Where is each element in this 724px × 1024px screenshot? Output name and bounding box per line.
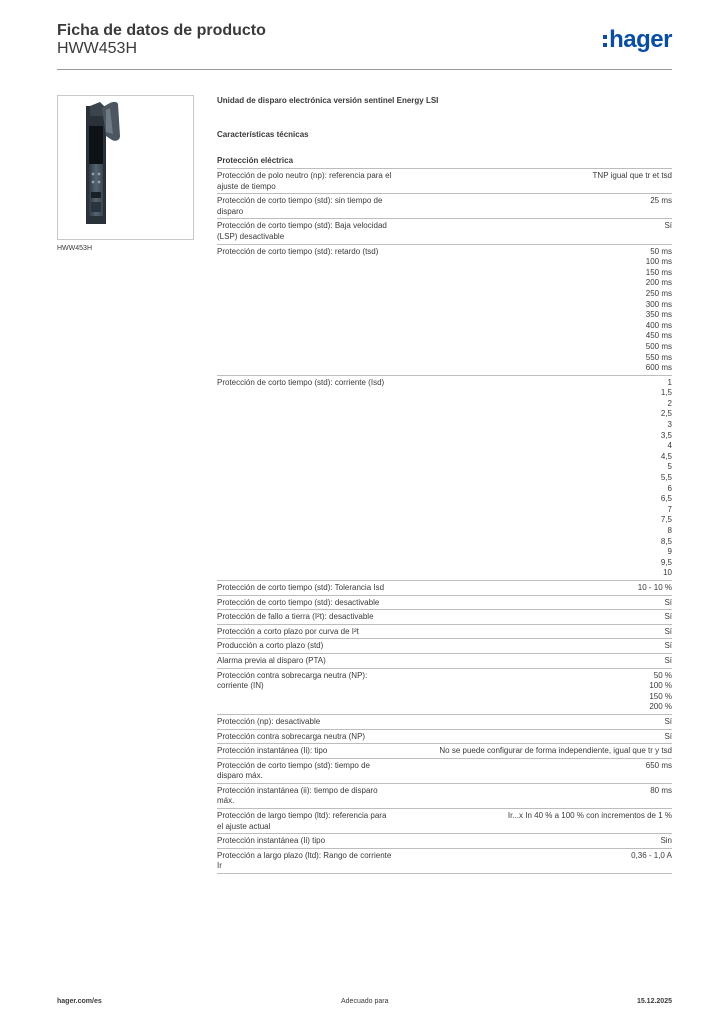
spec-value: 500 ms: [645, 341, 672, 351]
image-caption: HWW453H: [57, 245, 93, 252]
spec-label: Protección (np): desactivable: [217, 716, 321, 726]
spec-values: [593, 171, 672, 192]
spec-value: 2: [667, 398, 672, 408]
spec-value: 8: [667, 526, 672, 535]
spec-row: [217, 833, 672, 848]
spec-value: 0,36 - 1,0 A: [631, 850, 672, 860]
spec-label: Protección de corto tiempo (std): Baja velocidad (LSP) desactivable: [217, 221, 387, 241]
spec-value: 25 ms: [650, 196, 672, 206]
spec-row: [217, 580, 672, 595]
spec-value: 4,5: [660, 451, 672, 461]
spec-value: Sí: [664, 731, 672, 741]
spec-value: 1,5: [660, 388, 672, 398]
spec-label: Protección instantánea (Ii) tipo: [217, 836, 326, 846]
spec-value: 50 ms: [650, 246, 672, 256]
spec-values: [649, 671, 672, 713]
spec-value: 550 ms: [645, 352, 672, 362]
spec-row: [217, 624, 672, 639]
spec-label: Protección a corto plazo por curva de I²t: [217, 626, 359, 636]
spec-value: Ir...x In 40 % a 100 % con incrementos de 1 %: [507, 811, 672, 821]
spec-values: [646, 761, 672, 782]
spec-value: 200 %: [649, 702, 672, 712]
spec-values: [661, 378, 672, 579]
spec-label: Protección de corto tiempo (std): Tolerancia Isd: [217, 582, 385, 592]
spec-value: Sí: [664, 626, 672, 636]
spec-row: [217, 848, 672, 874]
product-description: Unidad de disparo electrónica versión sentinel Energy LSI: [217, 96, 439, 105]
spec-value: 400 ms: [645, 320, 672, 330]
spec-values: [660, 836, 672, 847]
spec-row: [217, 783, 672, 808]
spec-label: Protección instantánea (ii): tiempo de disparo máx.: [217, 785, 378, 806]
spec-value: 100 ms: [645, 257, 672, 267]
spec-value: 9,5: [660, 557, 672, 567]
page-header: [57, 20, 672, 70]
footer-website-link[interactable]: hager.com/es: [57, 998, 102, 1005]
spec-value: Sí: [664, 612, 672, 622]
spec-value: 650 ms: [645, 760, 672, 770]
spec-values: [439, 746, 672, 757]
spec-value: Sin: [660, 836, 672, 846]
spec-row: [217, 193, 672, 218]
spec-row: [217, 714, 672, 729]
spec-values: [664, 732, 672, 743]
spec-value: 2,5: [660, 409, 672, 419]
spec-value: 50 %: [653, 670, 672, 680]
spec-values: [664, 717, 672, 728]
spec-row: [217, 218, 672, 243]
spec-value: 3,5: [660, 430, 672, 440]
logo-text: hager: [609, 26, 672, 53]
spec-value: Sí: [664, 716, 672, 726]
spec-row: [217, 168, 672, 193]
spec-value: 3: [667, 420, 672, 430]
spec-value: TNP igual que tr et tsd: [592, 171, 672, 180]
spec-row: [217, 668, 672, 714]
spec-label: Protección contra sobrecarga neutra (NP): [217, 731, 366, 741]
spec-value: Sí: [664, 641, 672, 651]
spec-label: Protección de corto tiempo (std): corriente (Isd): [217, 377, 385, 387]
spec-value: 600 ms: [645, 363, 672, 373]
spec-label: Producción a corto plazo (std): [217, 641, 324, 651]
spec-row: [217, 729, 672, 744]
spec-row: [217, 653, 672, 668]
spec-values: [664, 656, 672, 667]
spec-label: Protección de corto tiempo (std): desactivable: [217, 597, 380, 607]
spec-value: Sí: [664, 597, 672, 607]
spec-value: 10 - 10 %: [637, 582, 672, 592]
spec-values: [664, 612, 672, 623]
group-heading: Protección eléctrica: [217, 156, 294, 165]
spec-value: 7: [667, 504, 672, 514]
spec-label: Protección instantánea (Ii): tipo: [217, 746, 328, 756]
spec-values: [650, 196, 672, 217]
spec-row: [217, 808, 672, 833]
spec-row: [217, 244, 672, 375]
spec-values: [664, 627, 672, 638]
spec-label: Alarma previa al disparo (PTA): [217, 655, 326, 665]
spec-value: 1: [667, 377, 672, 387]
spec-value: 300 ms: [645, 299, 672, 309]
spec-value: 5,5: [660, 473, 672, 483]
document-title: Ficha de datos de producto: [57, 22, 266, 39]
spec-value: 6: [667, 483, 672, 493]
spec-value: 150 ms: [645, 267, 672, 277]
spec-table: [217, 168, 672, 874]
spec-label: Protección de polo neutro (np): referencia para el ajuste de tiempo: [217, 171, 392, 191]
product-photo-icon: [57, 95, 194, 240]
spec-value: 350 ms: [645, 310, 672, 320]
spec-values: [508, 811, 672, 832]
spec-label: Protección de corto tiempo (std): tiempo de disparo máx.: [217, 760, 370, 781]
section-heading: Características técnicas: [217, 130, 309, 139]
spec-value: Sí: [664, 655, 672, 665]
spec-values: [664, 641, 672, 652]
spec-value: 5: [667, 462, 672, 472]
spec-label: Protección de largo tiempo (ltd): referencia para el ajuste actual: [217, 811, 387, 831]
spec-row: [217, 595, 672, 610]
spec-row: [217, 758, 672, 783]
spec-value: 200 ms: [645, 278, 672, 288]
footer-note: Adecuado para: [341, 998, 389, 1005]
hager-logo: [603, 26, 672, 54]
spec-value: Sí: [664, 221, 672, 231]
spec-value: No se puede configurar de forma independiente, igual que tr y tsd: [439, 746, 672, 756]
spec-label: Protección de corto tiempo (std): sin tiempo de disparo: [217, 196, 383, 216]
spec-value: 10: [663, 568, 672, 578]
logo-dots-icon: [603, 34, 607, 48]
spec-label: Protección a largo plazo (ltd): Rango de corriente Ir: [217, 850, 392, 871]
spec-value: 450 ms: [645, 331, 672, 341]
spec-value: 8,5: [660, 536, 672, 546]
spec-values: [646, 247, 672, 374]
spec-values: [650, 786, 672, 807]
spec-values: [638, 583, 672, 594]
spec-values: [664, 221, 672, 242]
spec-value: 7,5: [660, 515, 672, 525]
spec-row: [217, 638, 672, 653]
spec-value: 150 %: [649, 691, 672, 701]
spec-value: 250 ms: [645, 288, 672, 298]
spec-value: 6,5: [660, 494, 672, 504]
product-code: HWW453H: [57, 40, 138, 57]
spec-row: [217, 609, 672, 624]
spec-label: Protección de fallo a tierra (I²t): desactivable: [217, 612, 374, 622]
spec-value: 4: [667, 441, 672, 451]
footer-date: 15.12.2025: [636, 998, 672, 1005]
spec-value: 9: [667, 547, 672, 557]
spec-values: [631, 851, 672, 872]
spec-values: [664, 598, 672, 609]
spec-label: Protección contra sobrecarga neutra (NP): corriente (IN): [217, 670, 368, 691]
spec-row: [217, 743, 672, 758]
spec-row: [217, 375, 672, 580]
spec-value: 100 %: [649, 681, 672, 691]
spec-value: 80 ms: [650, 785, 672, 795]
spec-label: Protección de corto tiempo (std): retardo (tsd): [217, 246, 379, 256]
